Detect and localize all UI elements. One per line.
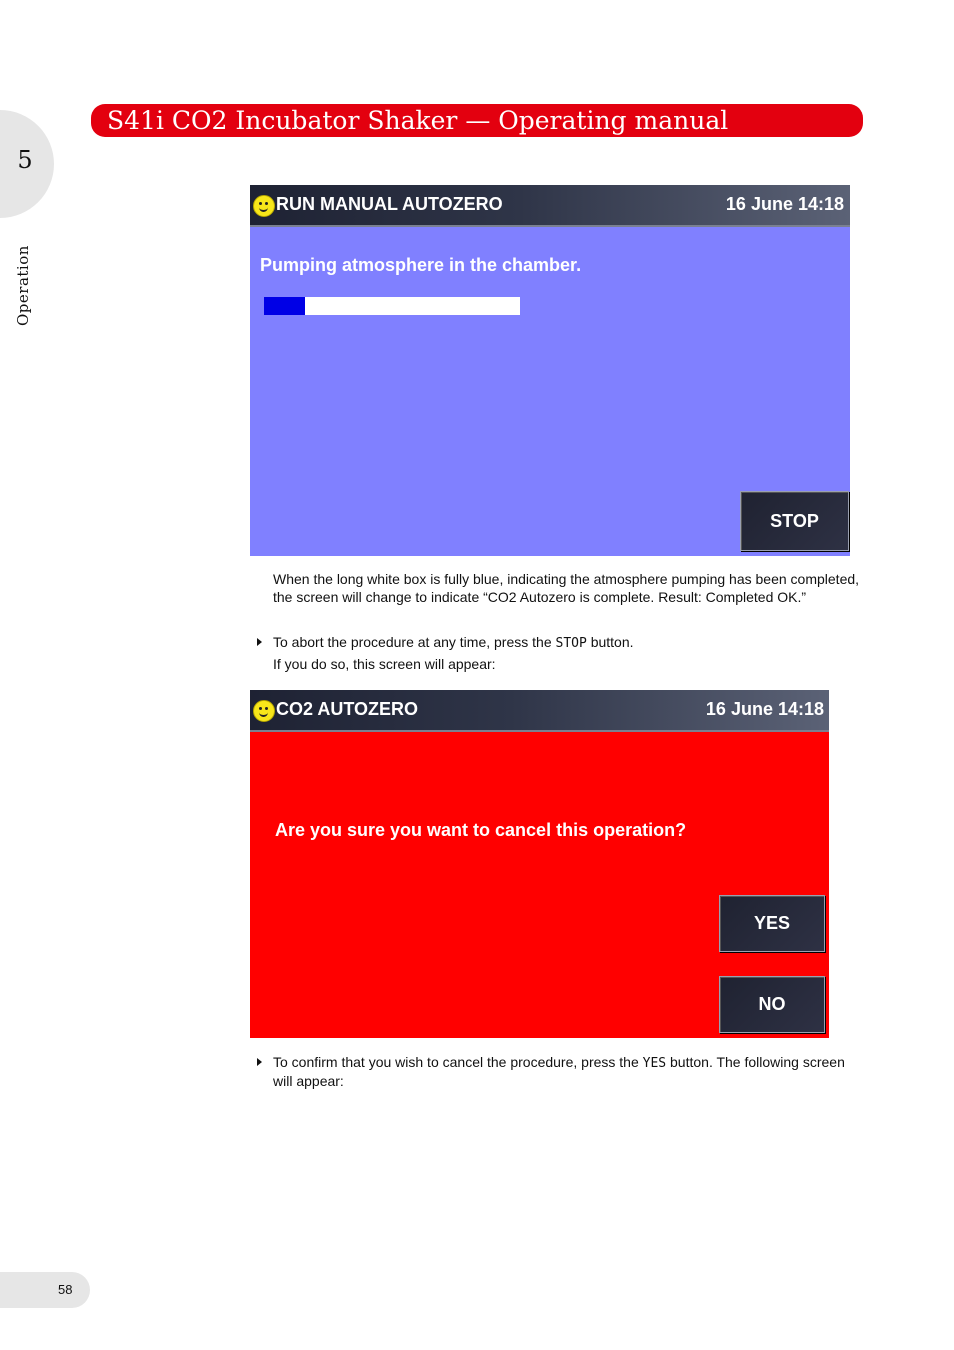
page-number-tab: [0, 1272, 90, 1308]
screen-titlebar: [250, 185, 850, 227]
abort-instruction: To abort the procedure at any time, press the STOP button.: [273, 634, 634, 651]
bullet-arrow-icon: [257, 1058, 262, 1066]
confirm-message: Are you sure you want to cancel this operation?: [275, 820, 687, 840]
stop-key-label: STOP: [555, 636, 587, 651]
screen-titlebar: [250, 690, 829, 732]
cancel-confirm-screen: [250, 690, 829, 1038]
smiley-status-icon: [253, 700, 275, 722]
header-banner: [91, 104, 863, 137]
pumping-progress-bar: [264, 297, 520, 315]
page-number: 58: [58, 1282, 73, 1297]
confirm-instruction: To confirm that you wish to cancel the procedure, press the YES button. The following screen will appear:: [273, 1054, 845, 1089]
smiley-status-icon: [253, 195, 275, 217]
screen-appear-paragraph: If you do so, this screen will appear:: [273, 656, 496, 672]
bullet-arrow-icon: [257, 638, 262, 646]
no-button[interactable]: NO: [719, 976, 825, 1033]
stop-button[interactable]: STOP: [740, 491, 849, 551]
status-message: Pumping atmosphere in the chamber.: [260, 255, 582, 275]
screen-datetime: 16 June 14:18: [705, 699, 824, 719]
screen-datetime: 16 June 14:18: [725, 194, 844, 214]
chapter-label: Operation: [14, 245, 32, 326]
yes-key-label: YES: [642, 1056, 667, 1071]
autozero-run-screen: [250, 185, 850, 556]
completion-paragraph: When the long white box is fully blue, indicating the atmosphere pumping has been completed, the screen will change to indicate “CO2 Autozero is complete. Result: Completed OK.”: [273, 571, 860, 605]
yes-button[interactable]: YES: [719, 895, 825, 952]
pumping-progress-fill: [264, 297, 305, 315]
screen-title: RUN MANUAL AUTOZERO: [276, 194, 503, 214]
chapter-number: 5: [17, 146, 33, 174]
screen-title: CO2 AUTOZERO: [276, 699, 419, 719]
manual-title: S41i CO2 Incubator Shaker — Operating manual: [107, 106, 729, 135]
chapter-tab: [0, 110, 54, 218]
